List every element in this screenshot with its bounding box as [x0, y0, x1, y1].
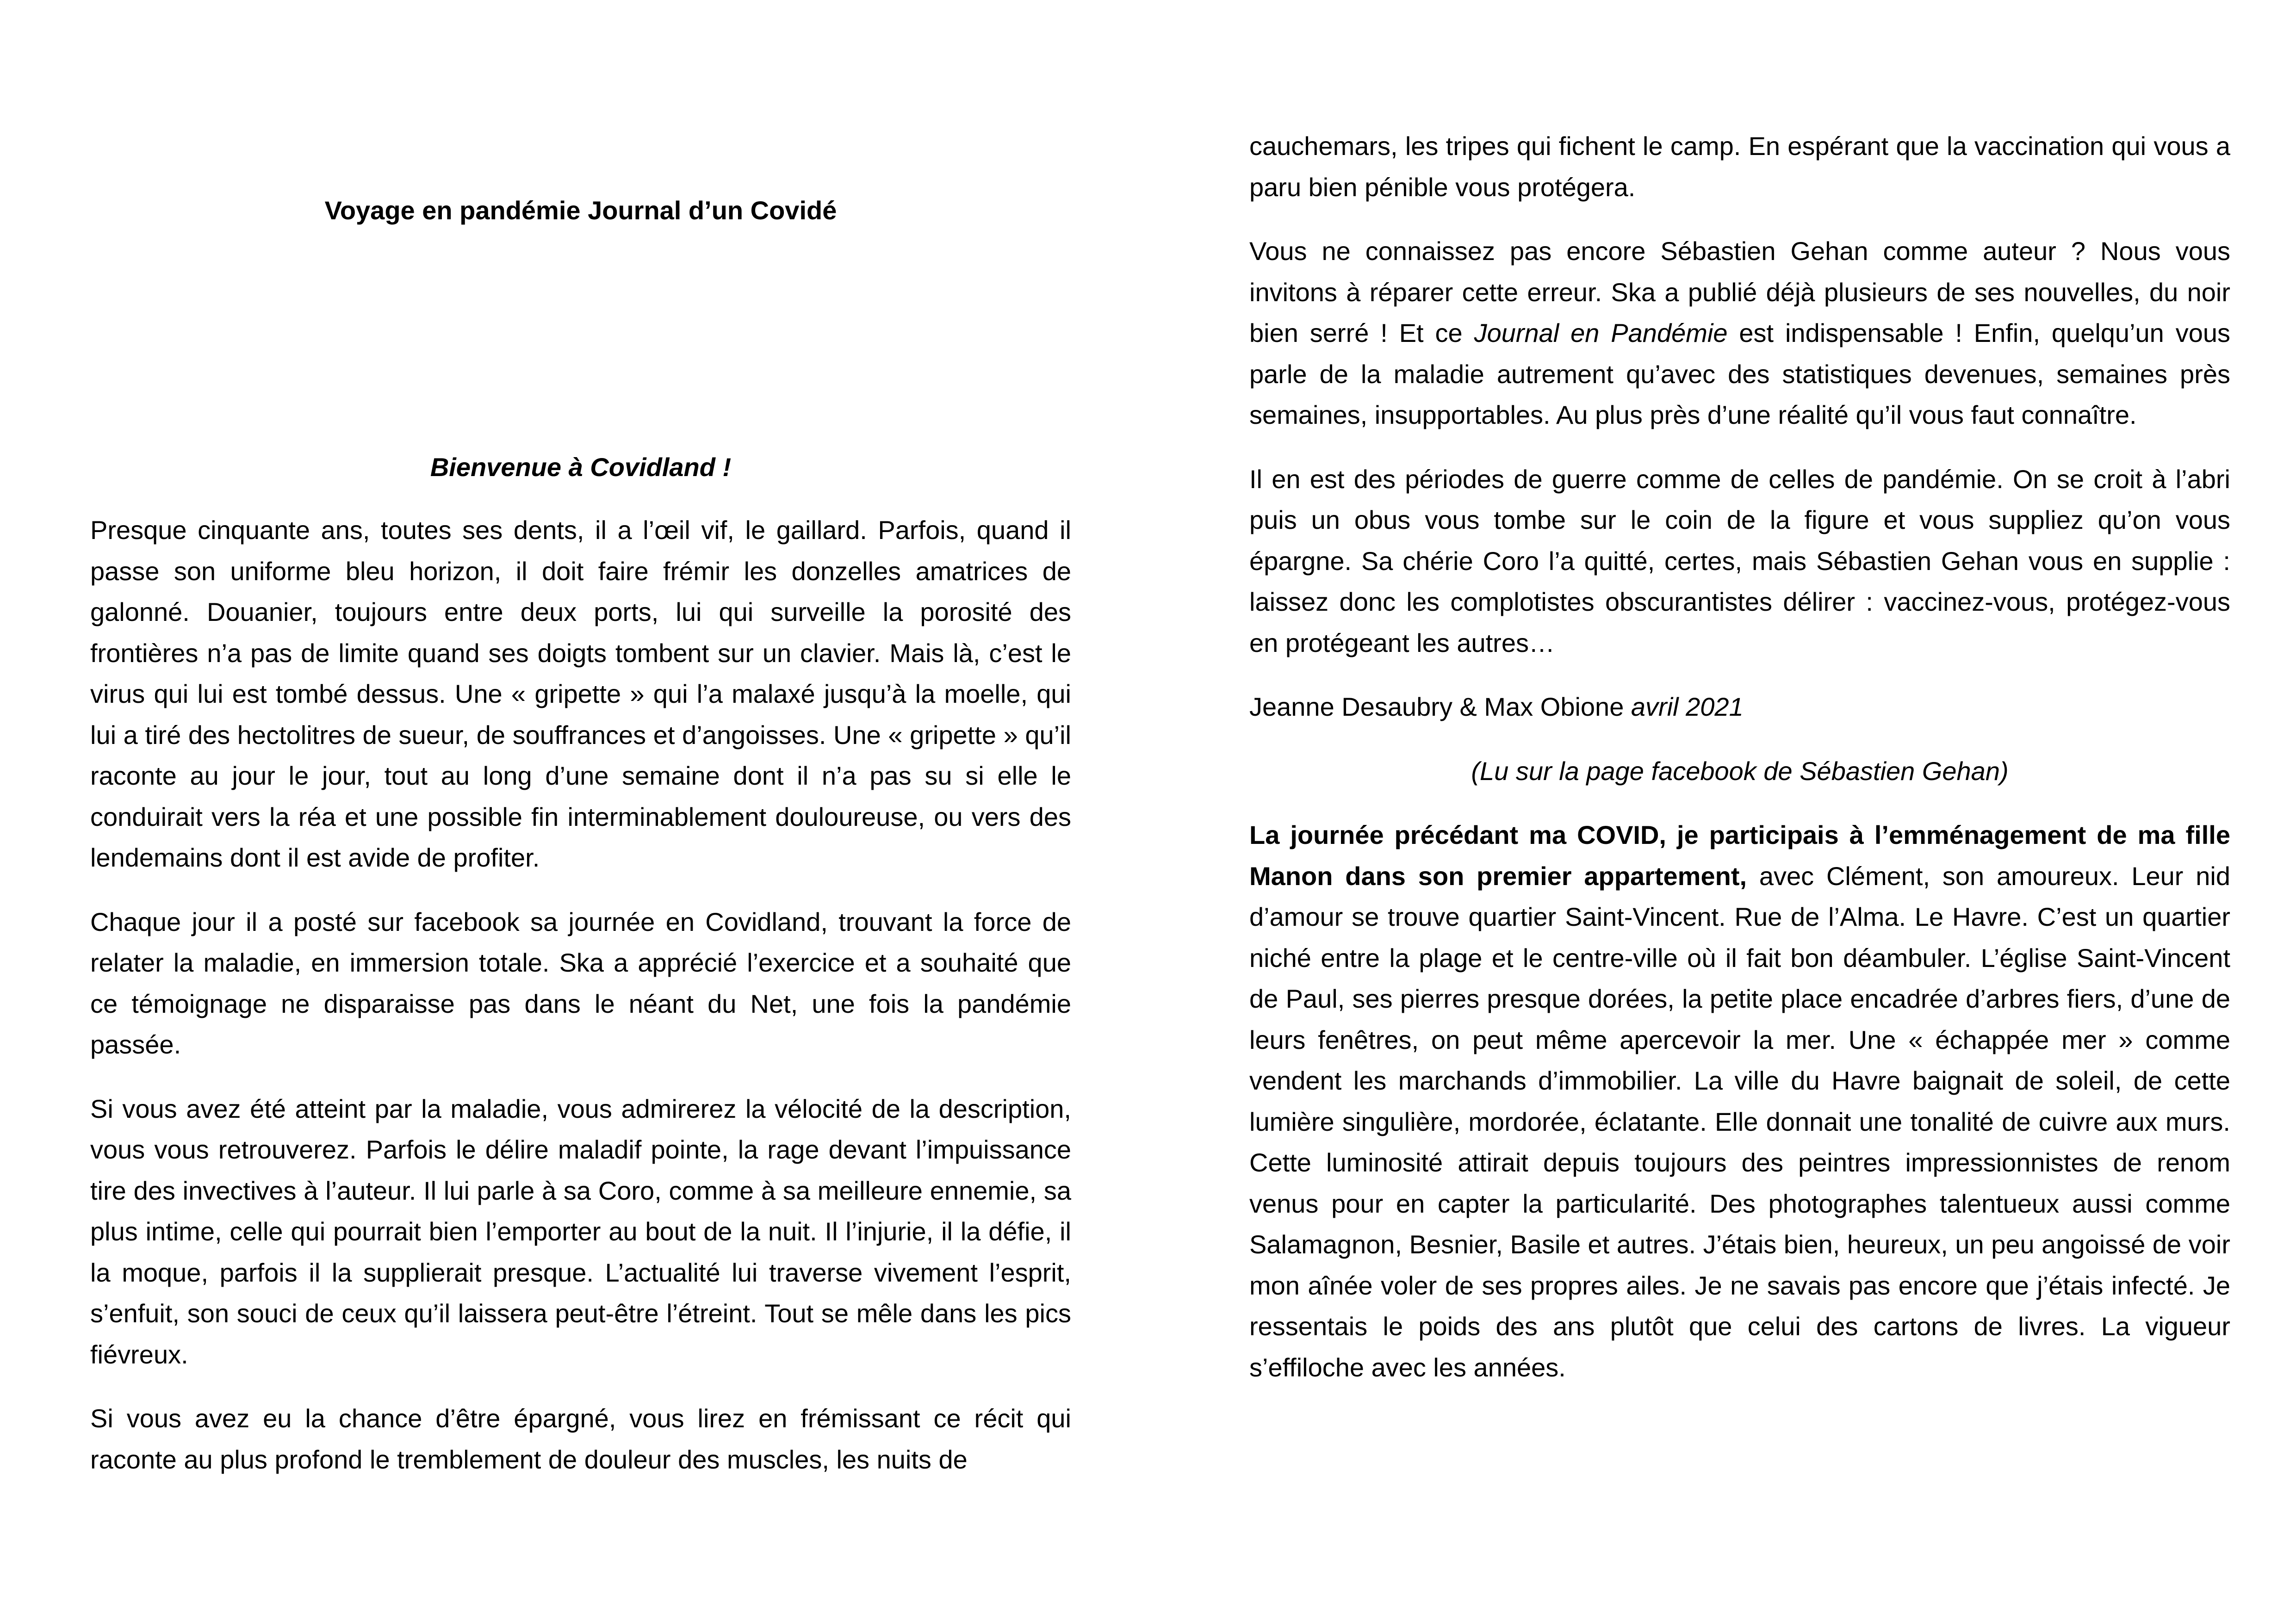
signature-line [1249, 687, 2230, 728]
signature-authors: Jeanne Desaubry & Max Obione [1249, 692, 1631, 721]
section-subtitle: Bienvenue à Covidland ! [430, 452, 732, 482]
source-note: (Lu sur la page facebook de Sébastien Gehan) [1471, 756, 2009, 786]
document-title: Voyage en pandémie Journal d’un Covidé [324, 196, 837, 225]
paragraph: Si vous avez eu la chance d’être épargné, vous lirez en frémissant ce récit qui raconte au plus profond le tremblement de douleur des muscles, les nuits de [90, 1404, 1071, 1474]
right-body-text [1249, 126, 2230, 1411]
paragraph: Presque cinquante ans, toutes ses dents, il a l’œil vif, le gaillard. Parfois, quand il passe son uniforme bleu horizon, il doit faire frémir les donzelles amatrices de galonné. Douanier, toujours entre deux ports, lui qui surveille la porosité des frontières n’a pas de limite quand ses doigts tombent sur un clavier. Mais là, c’est le virus qui lui est tombé dessus. Une « gripette » qui l’a malaxé jusqu’à la moelle, qui lui a tiré des hectolitres de sueur, de souffrances et d’angoisses. Une « gripette » qu’il raconte au jour le jour, tout au long d’une semaine dont il n’a pas su si elle le conduirait vers la réa et une possible fin interminablement douloureuse, ou vers des lendemains dont il est avide de profiter. [90, 515, 1071, 872]
paragraph: Chaque jour il a posté sur facebook sa journée en Covidland, trouvant la force de relater la maladie, en immersion totale. Ska a apprécié l’exercice et a souhaité que ce témoignage ne disparaisse pas dans le néant du Net, une fois la pandémie passée. [90, 907, 1071, 1059]
paragraph-text: Vous ne connaissez pas encore Sébastien Gehan comme auteur ? Nous vous invitons à réparer cette erreur. Ska a publié déjà plusieurs de ses nouvelles, du noir bien serré ! Et ce [1249, 236, 2230, 347]
signature-date: avril 2021 [1631, 692, 1744, 721]
paragraph-text: est indispensable ! Enfin, quelqu’un vous parle de la maladie autrement qu’avec des statistiques devenues, semaines près semaines, insupportables. Au plus près d’une réalité qu’il vous faut connaître. [1249, 318, 2230, 429]
book-title-italic: Journal en Pandémie [1474, 318, 1728, 347]
paragraph-bold-lead: La journée précédant ma COVID, je participais à l’emménagement de ma fille Manon dans son premier appartement, [1249, 820, 2230, 891]
paragraph: Il en est des périodes de guerre comme de celles de pandémie. On se croit à l’abri puis un obus vous tombe sur le coin de la figure et vous suppliez qu’on vous épargne. Sa chérie Coro l’a quitté, certes, mais Sébastien Gehan vous en supplie : laissez donc les complotistes obscurantistes délirer : vaccinez-vous, protégez-vous en protégeant les autres… [1249, 464, 2230, 657]
paragraph: cauchemars, les tripes qui fichent le camp. En espérant que la vaccination qui vous a paru bien pénible vous protégera. [1249, 131, 2230, 202]
paragraph: Si vous avez été atteint par la maladie, vous admirerez la vélocité de la description, vous vous retrouverez. Parfois le délire maladif pointe, la rage devant l’impuissance tire des invectives à l’auteur. Il lui parle à sa Coro, comme à sa meilleure ennemie, sa plus intime, celle qui pourrait bien l’emporter au bout de la nuit. Il l’injurie, il la défie, il la moque, parfois il la supplierait presque. L’actualité lui traverse vivement l’esprit, s’enfuit, son souci de ceux qu’il laissera peut-être l’étreint. Tout se mêle dans les pics fiévreux. [90, 1094, 1071, 1369]
paragraph [1249, 231, 2230, 436]
paragraph-text: avec Clément, son amoureux. Leur nid d’amour se trouve quartier Saint-Vincent. Rue de l’Alma. Le Havre. C’est un quartier niché entre la plage et le centre-ville où il fait bon déambuler. L’église Saint-Vincent de Paul, ses pierres presque dorées, la petite place encadrée d’arbres fiers, d’une de leurs fenêtres, on peut même apercevoir la mer. Une « échappée mer » comme vendent les marchands d’immobilier. La ville du Havre baignait de soleil, de cette lumière singulière, mordorée, éclatante. Elle donnait une tonalité de cuivre aux murs. Cette luminosité attirait depuis toujours des peintres impressionnistes de renom venus pour en capter la particularité. Des photographes talentueux aussi comme Salamagnon, Besnier, Basile et autres. J’étais bien, heureux, un peu angoissé de voir mon aînée voler de ses propres ailes. Je ne savais pas encore que j’étais infecté. Je ressentais le poids des ans plutôt que celui des cartons de livres. La vigueur s’effiloche avec les années. [1249, 861, 2230, 1382]
paragraph [1249, 815, 2230, 1388]
left-body-text [90, 510, 1071, 1503]
